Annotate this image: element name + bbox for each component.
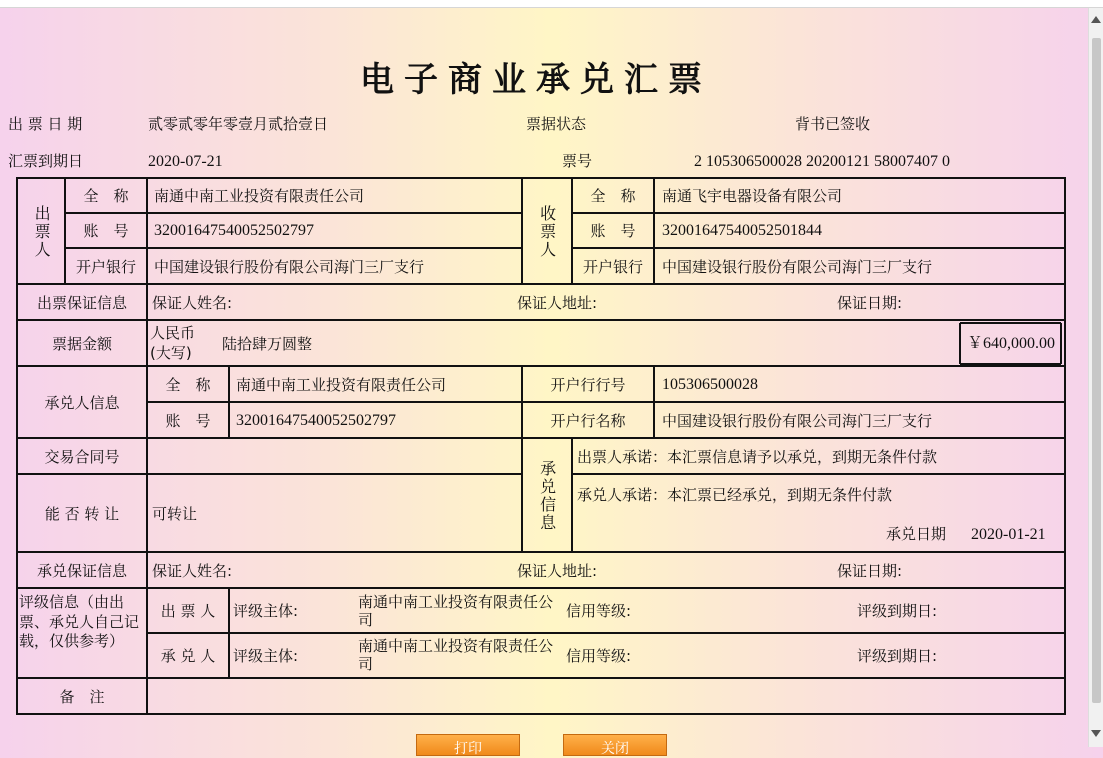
transfer-label: 能 否 转 让 [44,504,120,523]
rating-acceptor-subject-label: 评级主体: [233,647,299,665]
drawer-bank-value: 中国建设银行股份有限公司海门三厂支行 [154,257,425,276]
issue-date-value: 贰零贰零年零壹月贰拾壹日 [148,115,329,133]
amount-caps-value: 陆拾肆万圆整 [222,335,313,353]
acceptor-bank-no-value: 105306500028 [662,375,758,393]
rating-drawer-subject-value: 南通中南工业投资有限责任公司 [358,593,554,629]
rating-label: 评级信息（由出票、承兑人自己记载，仅供参考） [19,593,140,650]
issue-guarantor-address-label: 保证人地址: [517,293,598,312]
close-button[interactable]: 关闭 [563,734,667,756]
page-title: 电子商业承兑汇票 [360,60,712,100]
acceptor-account-value: 32001647540052502797 [236,411,396,429]
acceptor-name-value: 南通中南工业投资有限责任公司 [236,375,447,394]
accept-guarantor-address-label: 保证人地址: [517,561,598,580]
issue-date-label: 出 票 日 期 [8,115,83,133]
contract-label: 交易合同号 [44,447,120,466]
payee-label: 收票人 [537,204,557,259]
status-label: 票据状态 [526,115,587,133]
accept-guarantee-label: 承兑保证信息 [36,561,127,580]
accept-guarantor-name-label: 保证人姓名: [152,561,233,580]
issue-guarantee-date-label: 保证日期: [837,293,903,312]
remark-label: 备 注 [59,687,105,706]
payee-bank-label: 开户银行 [582,257,643,276]
issue-guarantee-label: 出票保证信息 [36,293,127,312]
accept-guarantee-date-label: 保证日期: [837,561,903,580]
payee-account-value: 32001647540052501844 [662,222,822,240]
rating-acceptor-subject-value: 南通中南工业投资有限责任公司 [358,637,554,673]
amount-currency-label: 人民币 [150,324,196,342]
amount-label: 票据金额 [51,334,112,353]
print-button[interactable]: 打印 [416,734,520,756]
rating-acceptor-due-label: 评级到期日: [857,647,938,665]
amount-number-value: ￥640,000.00 [966,335,1055,353]
acceptor-name-label: 全 称 [165,375,211,394]
contract-value [150,439,154,474]
bill-no-label: 票号 [562,152,593,170]
rating-acceptor-label: 承 兑 人 [160,647,216,665]
drawer-bank-label: 开户银行 [75,257,136,276]
amount-caps-label: (大写) [150,344,192,362]
acceptor-bank-name-value: 中国建设银行股份有限公司海门三厂支行 [662,411,933,430]
status-value: 背书已签收 [795,115,871,133]
rating-drawer-subject-label: 评级主体: [233,602,299,620]
due-date-label: 汇票到期日 [8,152,84,170]
transfer-value: 可转让 [152,504,198,523]
rating-drawer-label: 出 票 人 [160,602,216,620]
remark-value [150,679,154,714]
bill-no-value: 2 105306500028 20200121 58007407 0 [694,153,950,170]
drawer-name-label: 全 称 [83,187,129,205]
payee-name-value: 南通飞宇电器设备有限公司 [662,187,843,205]
acceptor-bank-name-label: 开户行名称 [550,411,626,430]
acceptor-promise-text: 承兑人承诺：本汇票已经承兑，到期无条件付款 [577,486,893,504]
drawer-name-value: 南通中南工业投资有限责任公司 [154,187,365,205]
rating-acceptor-grade-label: 信用等级: [566,647,632,665]
acceptor-account-label: 账 号 [165,411,211,430]
rating-drawer-due-label: 评级到期日: [857,602,938,620]
due-date-value: 2020-07-21 [148,153,223,170]
rating-drawer-grade-label: 信用等级: [566,602,632,620]
drawer-label: 出票人 [32,204,52,259]
payee-account-label: 账 号 [590,222,636,240]
payee-bank-value: 中国建设银行股份有限公司海门三厂支行 [662,257,933,276]
drawer-account-value: 32001647540052502797 [154,222,314,240]
acceptor-bank-no-label: 开户行行号 [550,375,626,394]
accept-date-label: 承兑日期 [886,525,947,543]
payee-name-label: 全 称 [590,187,636,205]
issue-guarantor-name-label: 保证人姓名: [152,293,233,312]
drawer-account-label: 账 号 [83,222,129,240]
acceptor-label: 承兑人信息 [44,393,120,412]
accept-info-label: 承兑信息 [537,459,557,532]
accept-date-value: 2020-01-21 [971,526,1046,543]
drawer-promise-text: 出票人承诺：本汇票信息请予以承兑，到期无条件付款 [577,447,938,466]
